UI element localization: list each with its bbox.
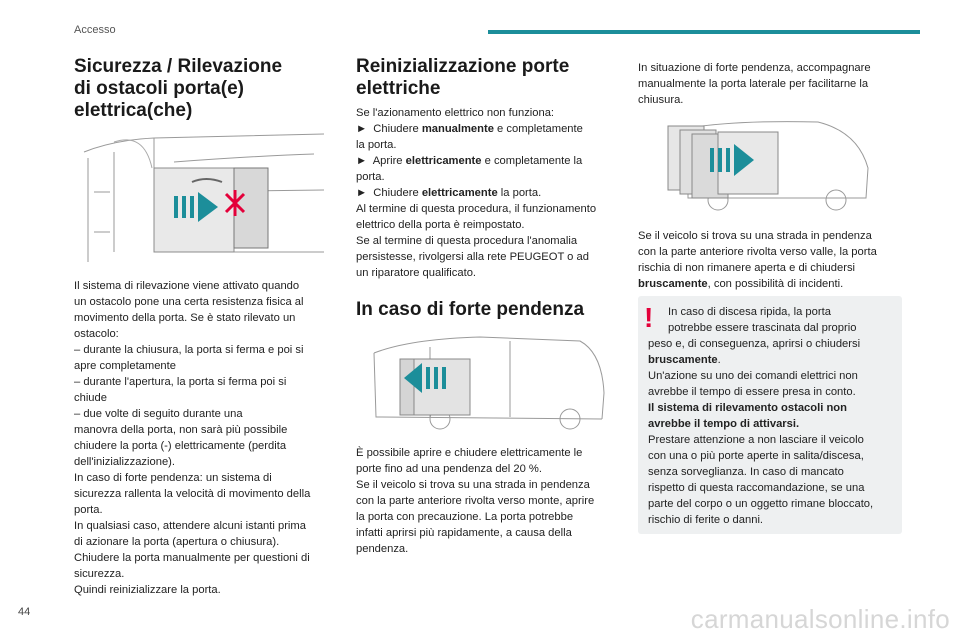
section-title-steep-slope: In caso di forte pendenza bbox=[356, 299, 585, 320]
column-obstacle-detection bbox=[74, 56, 330, 598]
step-1: ► Chiudere manualmente e completamente bbox=[356, 123, 583, 135]
column-slope-closing: In situazione di forte pendenza, accompagnare manualmente la porta laterale per facilitarne la chiusura. Se il veicolo si trova su una strada in pendenza con la parte anteriore rivolta verso valle, la porta rischia di non rimanere aperta e di chiudersi bruscamente, con possibilità di incidenti. bbox=[638, 60, 894, 292]
warning-box bbox=[638, 296, 902, 534]
step-2: ► Aprire elettricamente e completamente la bbox=[356, 155, 583, 167]
header-section-title: Accesso bbox=[74, 24, 116, 36]
column-reinitialization bbox=[356, 56, 612, 557]
van-sliding-door-slope-illustration bbox=[370, 333, 610, 433]
step-3: ► Chiudere elettricamente la porta. bbox=[356, 187, 542, 199]
van-sliding-door-obstacle-detection-illustration bbox=[74, 132, 336, 272]
header-accent-bar bbox=[488, 30, 920, 34]
downhill-text: Se il veicolo si trova su una strada in pendenza con la parte anteriore rivolta verso valle, la porta rischia di non rimanere aperta e di chiudersi bruscamente, con possibilità di incidenti. bbox=[638, 230, 877, 290]
warning-text: In caso di discesa ripida, la porta potrebbe essere trascinata dal proprio peso e, di conseguenza, aprirsi o chiudersi bruscamente. Un'azione su uno dei comandi elettrici non avrebbe il tempo di essere presa in conto. Il sistema di rilevamento ostacoli non avrebbe il tempo di attivarsi. Prestare attenzione a non lasciare il veicolo con una o più porte aperte in salita/discesa, senza sorveglianza. In caso di mancato rispetto di questa raccomandazione, se una parte del corpo o un oggetto rimane bloccato, rischio di ferite o danni. bbox=[648, 306, 874, 526]
obstacle-detection-text: Il sistema di rilevazione viene attivato quando un ostacolo pone una certa resistenza fisica al movimento della porta. Se è stato rilevato un ostacolo: – durante la chiusura, la porta si ferma e poi si apre completamente – durante l'apertura, la porta si ferma poi si chiude – due volte di seguito durante una manovra della porta, non sarà più possibile chiudere la porta (-) elettricamente (perdita dell'inizializzazione). In caso di forte pendenza: un sistema di sicurezza rallenta la velocità di movimento della porta. In qualsiasi caso, attendere alcuni istanti prima di azionare la porta (apertura o chiusura). Chiudere la porta manualmente per questioni di sicurezza. Quindi reinizializzare la porta. bbox=[74, 280, 311, 596]
reinitialization-steps: Se l'azionamento elettrico non funziona: ► Chiudere manualmente e completamente la porta. ► Aprire elettricamente e completamente la porta. ► Chiudere elettricamente la porta. Al termine di questa procedura, il funzionamento elettrico della porta è reimpostato. Se al termine di questa procedura l'anomalia persistesse, rivolgersi alla rete PEUGEOT o ad un riparatore qualificato. bbox=[356, 105, 612, 281]
van-door-closing-downhill-illustration bbox=[658, 118, 888, 218]
watermark: carmanualsonline.info bbox=[690, 604, 950, 634]
steep-slope-text: È possibile aprire e chiudere elettricamente le porte fino ad una pendenza del 20 %. Se il veicolo si trova su una strada in pendenza con la parte anteriore rivolta verso monte, aprire la porta con precauzione. La porta potrebbe infatti aprirsi più rapidamente, a causa della pendenza. bbox=[356, 447, 595, 555]
section-title-reinitialization: Reinizializzazione porte elettriche bbox=[356, 56, 570, 99]
page-number: 44 bbox=[18, 606, 31, 618]
exclamation-warning-icon: ! bbox=[644, 302, 654, 333]
section-title-obstacle-detection: Sicurezza / Rilevazione di ostacoli porta(e) elettrica(che) bbox=[74, 56, 283, 121]
